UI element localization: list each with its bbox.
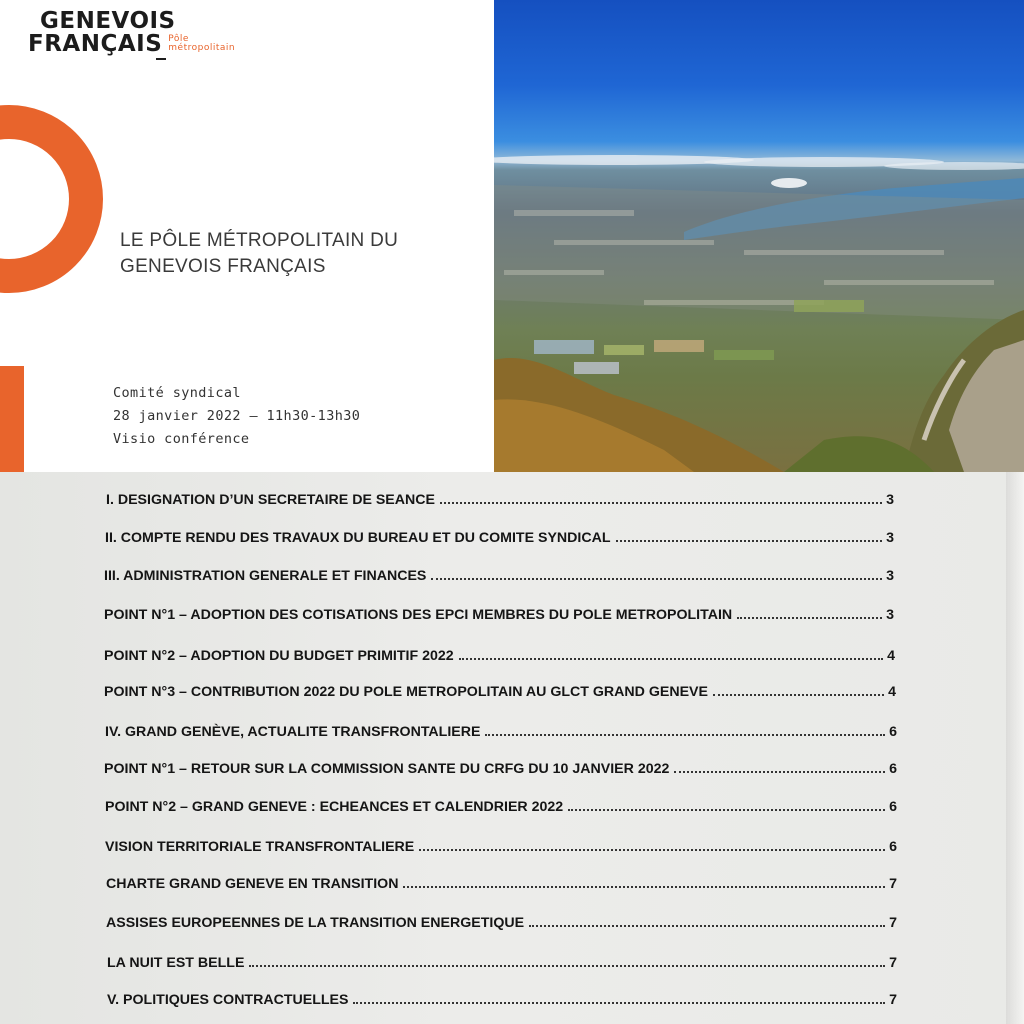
genevois-francais-logo	[28, 10, 235, 60]
meeting-mode: Visio conférence	[113, 431, 250, 447]
toc-row	[104, 648, 895, 664]
toc-label: II. COMPTE RENDU DES TRAVAUX DU BUREAU ET DU COMITE SYNDICAL	[105, 530, 611, 546]
toc-row	[104, 568, 894, 584]
toc-page-number: 4	[888, 684, 896, 700]
toc-row	[104, 684, 896, 700]
toc-row	[104, 761, 897, 777]
toc-leader	[737, 617, 882, 619]
toc-label: POINT N°3 – CONTRIBUTION 2022 DU POLE METROPOLITAIN AU GLCT GRAND GENEVE	[104, 684, 708, 700]
toc-leader	[440, 502, 882, 504]
toc-row	[106, 915, 897, 931]
aerial-photo-geneva	[494, 0, 1024, 472]
toc-leader	[403, 886, 885, 888]
ring-gap	[0, 300, 60, 340]
toc-leader	[616, 540, 883, 542]
landscape-illustration	[494, 0, 1024, 472]
toc-page-number: 6	[889, 761, 897, 777]
toc-page-number: 3	[886, 607, 894, 623]
toc-label: LA NUIT EST BELLE	[107, 955, 245, 971]
toc-page-number: 4	[887, 648, 895, 664]
toc-leader	[485, 734, 885, 736]
logo-underline	[156, 58, 166, 60]
toc-row	[104, 607, 894, 623]
logo-sub2: métropolitain	[168, 43, 236, 53]
toc-label: POINT N°2 – ADOPTION DU BUDGET PRIMITIF 2022	[104, 648, 454, 664]
toc-label: I. DESIGNATION D’UN SECRETAIRE DE SEANCE	[106, 492, 435, 508]
toc-label: POINT N°2 – GRAND GENEVE : ECHEANCES ET CALENDRIER 2022	[105, 799, 564, 815]
toc-page-number: 6	[889, 839, 897, 855]
toc-leader	[431, 578, 882, 580]
orange-ring-shape	[0, 105, 103, 293]
toc-row	[105, 530, 894, 546]
toc-label: ASSISES EUROPEENNES DE LA TRANSITION ENERGETIQUE	[106, 915, 525, 931]
toc-leader	[568, 809, 885, 811]
toc-row	[105, 839, 897, 855]
slide-title	[120, 228, 480, 280]
orange-bar-shape	[0, 366, 24, 472]
toc-page-number: 6	[889, 724, 897, 740]
logo-line2: FRANÇAIS	[28, 31, 163, 57]
toc-row	[107, 992, 897, 1008]
toc-page-number: 6	[889, 799, 897, 815]
toc-page-number: 3	[886, 530, 894, 546]
meeting-info	[113, 382, 360, 451]
toc-row	[105, 724, 897, 740]
page-edge	[1006, 472, 1024, 1024]
toc-leader	[674, 771, 885, 773]
toc-leader	[419, 849, 885, 851]
toc-label: POINT N°1 – ADOPTION DES COTISATIONS DES EPCI MEMBRES DU POLE METROPOLITAIN	[104, 607, 733, 623]
meeting-type: Comité syndical	[113, 385, 241, 401]
toc-leader	[353, 1002, 885, 1004]
toc-label: CHARTE GRAND GENEVE EN TRANSITION	[106, 876, 399, 892]
toc-page-number: 7	[889, 992, 897, 1008]
toc-page-number: 3	[886, 568, 894, 584]
toc-label: III. ADMINISTRATION GENERALE ET FINANCES	[104, 568, 427, 584]
slide-title-line2: GENEVOIS FRANÇAIS	[120, 256, 326, 277]
toc-row	[105, 799, 897, 815]
toc-row	[106, 492, 894, 508]
table-of-contents-page	[0, 472, 1024, 1024]
toc-label: IV. GRAND GENÈVE, ACTUALITE TRANSFRONTALIERE	[105, 724, 481, 740]
toc-leader	[529, 925, 885, 927]
logo-sub1: Pôle	[168, 34, 189, 44]
toc-page-number: 7	[889, 955, 897, 971]
toc-page-number: 7	[889, 876, 897, 892]
toc-label: V. POLITIQUES CONTRACTUELLES	[107, 992, 349, 1008]
meeting-date: 28 janvier 2022 – 11h30-13h30	[113, 408, 361, 424]
toc-label: POINT N°1 – RETOUR SUR LA COMMISSION SANTE DU CRFG DU 10 JANVIER 2022	[104, 761, 670, 777]
toc-row	[107, 955, 897, 971]
toc-leader	[713, 694, 884, 696]
toc-page-number: 7	[889, 915, 897, 931]
logo-subtitle	[168, 35, 235, 53]
toc-leader	[249, 965, 885, 967]
toc-label: VISION TERRITORIALE TRANSFRONTALIERE	[105, 839, 415, 855]
logo-line1: GENEVOIS	[40, 8, 176, 34]
toc-leader	[459, 658, 883, 660]
logo-line2-row	[28, 33, 235, 56]
slide-title-line1: LE PÔLE MÉTROPOLITAIN DU	[120, 230, 399, 251]
title-slide	[0, 0, 494, 472]
toc-row	[106, 876, 897, 892]
toc-page-number: 3	[886, 492, 894, 508]
